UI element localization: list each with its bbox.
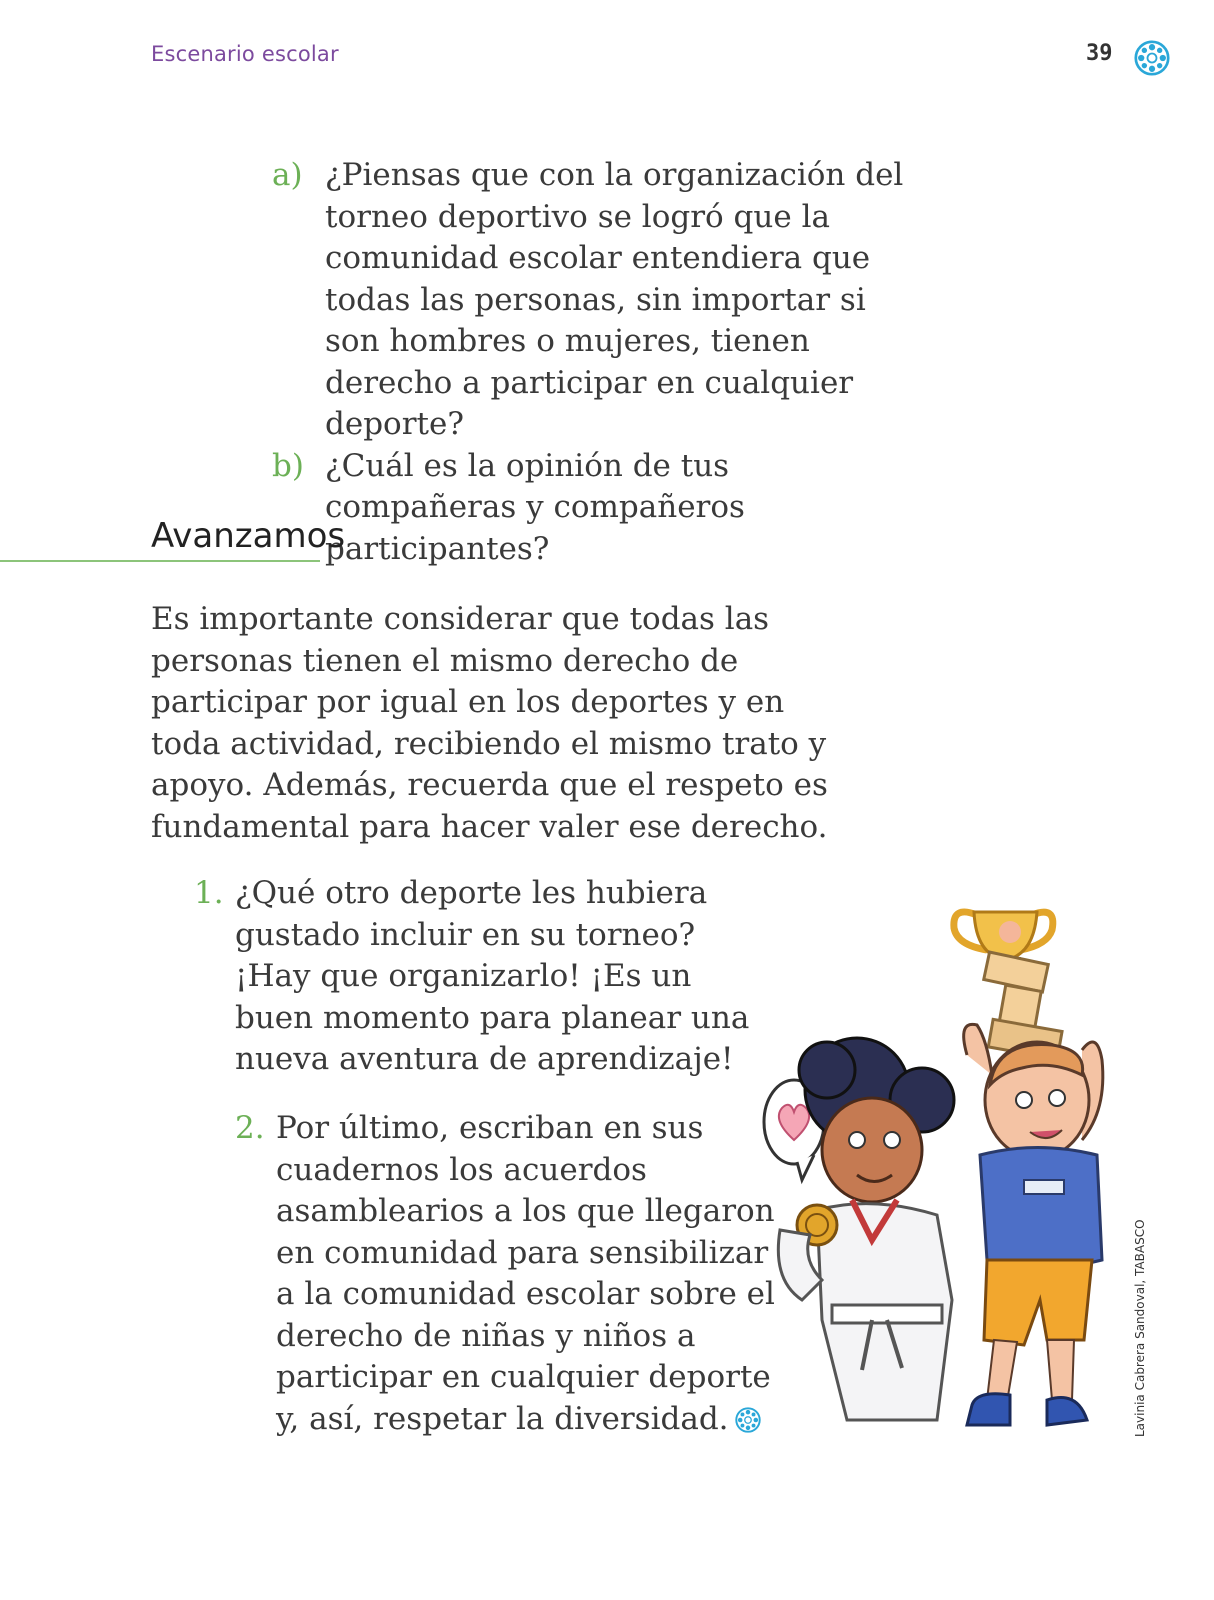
question-marker: a): [272, 157, 303, 193]
activity-number: 1.: [194, 875, 224, 911]
section-title: Avanzamos: [151, 516, 346, 556]
boy-figure: [964, 1024, 1103, 1425]
activity-text-wrap: [276, 1108, 795, 1440]
page-number: 39: [1086, 41, 1113, 66]
flower-emblem-icon: [1134, 40, 1170, 76]
children-with-medal-and-trophy-illustration: [762, 900, 1122, 1460]
question-text: ¿Piensas que con la organización del torneo deportivo se logró que la comunidad escolar entendiera que todas las personas, sin importar si son hombres o mujeres, tienen derecho a participar en cualquier deporte?: [325, 157, 904, 442]
question-item-b: [272, 446, 912, 571]
activity-item-1: [194, 873, 774, 1081]
section-header-title: Escenario escolar: [151, 42, 339, 66]
flower-emblem-icon: [735, 1407, 761, 1433]
activity-number: 2.: [235, 1110, 265, 1146]
activity-text: Por último, escriban en sus cuadernos los acuerdos asamblearios a los que llegaron en comunidad para sensibilizar a la comunidad escolar sobre el derecho de niñas y niños a participar en cualquier deporte y, así, respetar la diversidad.: [276, 1110, 775, 1437]
girl-figure: [778, 1038, 954, 1420]
activity-item-2: [235, 1108, 795, 1440]
question-list: [272, 155, 912, 570]
question-item-a: [272, 155, 912, 446]
question-text: ¿Cuál es la opinión de tus compañeras y compañeros participantes?: [325, 447, 745, 567]
activity-text: ¿Qué otro deporte les hubiera gustado incluir en su torneo? ¡Hay que organizarlo! ¡Es un buen momento para planear una nueva aventura de aprendizaje!: [235, 875, 750, 1077]
question-marker: b): [272, 447, 304, 484]
illustration-credit: Lavinia Cabrera Sandoval, TABASCO: [1133, 1219, 1147, 1437]
intro-paragraph: Es importante considerar que todas las personas tienen el mismo derecho de participar por igual en los deportes y en toda actividad, recibiendo el mismo trato y apoyo. Además, recuerda que el respeto es fundamental para hacer valer ese derecho.: [151, 601, 828, 845]
section-divider: [0, 560, 320, 562]
